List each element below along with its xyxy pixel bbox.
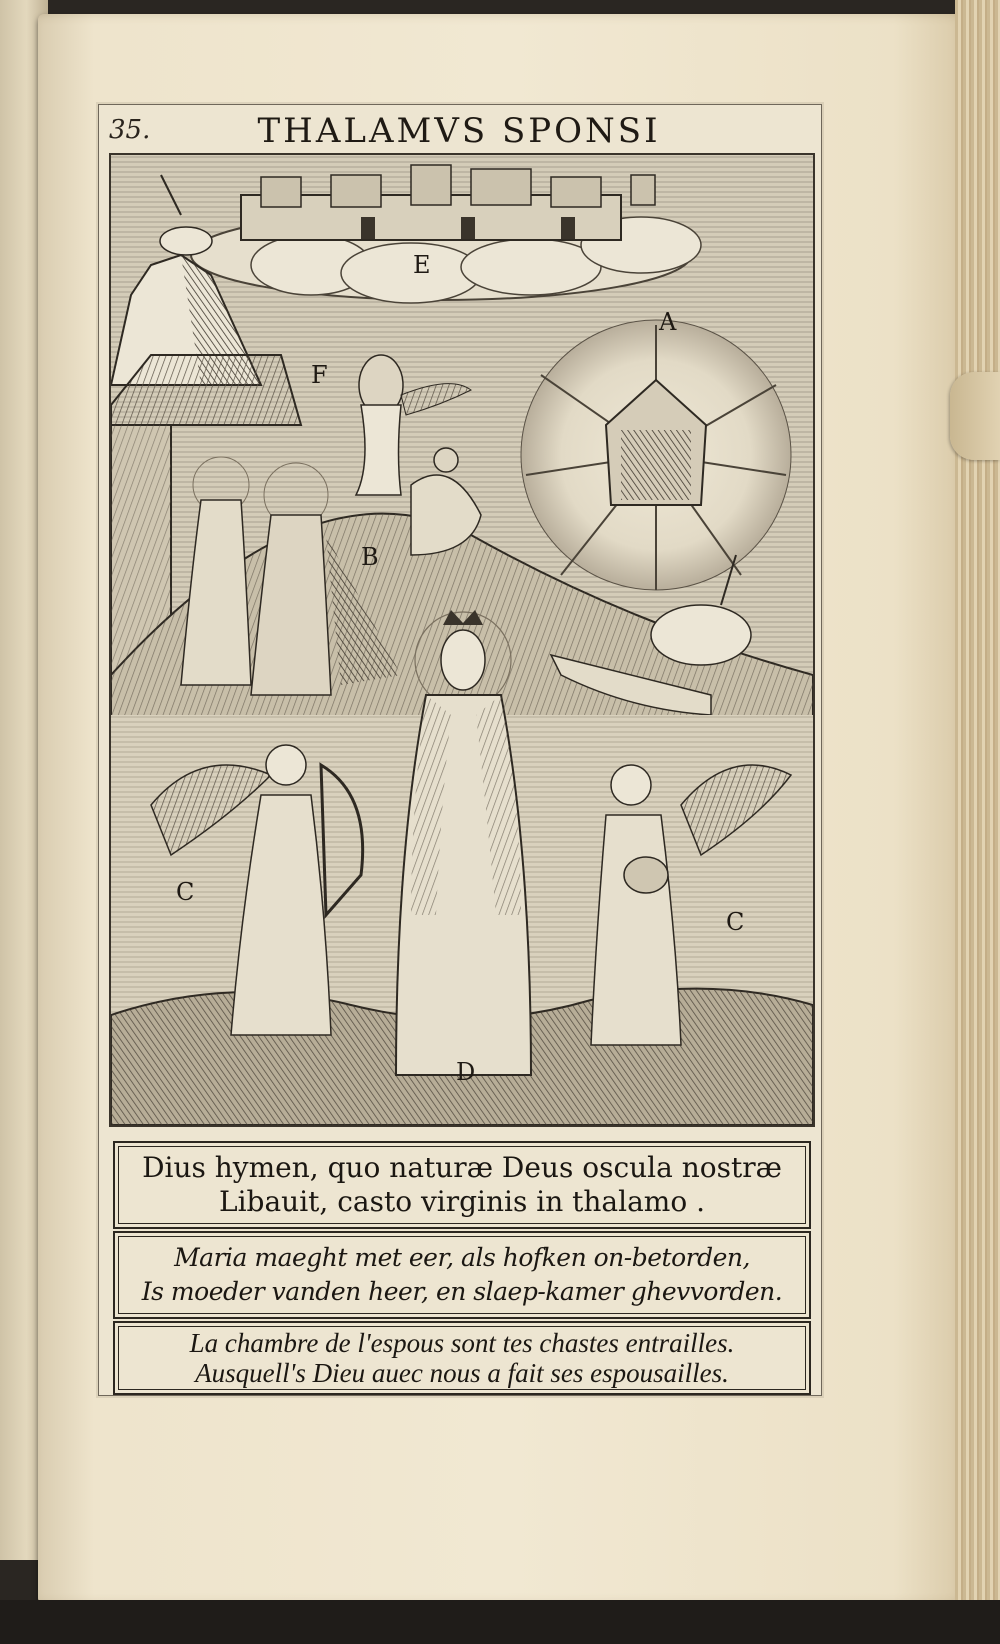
glory-sunburst [521,320,791,590]
key-letter-a: A [659,308,677,336]
page-block-edges [955,0,1000,1600]
engraving-svg [111,155,813,1125]
key-letter-c-right: C [726,908,745,936]
french-line-1: La chambre de l'espous sont tes chastes entrailles. [189,1328,735,1358]
page-tab [950,372,1000,460]
french-caption [113,1321,811,1395]
engraved-plate [98,104,822,1396]
plate-header [99,105,821,153]
key-letter-d: D [456,1058,476,1086]
dutch-line-2: Is moeder vanden heer, en slaep-kamer ghevvorden. [141,1277,783,1306]
latin-caption [113,1141,811,1229]
key-letter-b: B [361,543,379,571]
french-line-2: Ausquell's Dieu auec nous a fait ses espousailles. [195,1358,729,1388]
engraving-illustration [109,153,815,1127]
key-letter-c-left: C [176,878,195,906]
page-number: 35. [109,115,151,145]
key-letter-f: F [311,361,328,389]
dutch-line-1: Maria maeght met eer, als hofken on-betorden, [174,1243,750,1272]
latin-line-1: Dius hymen, quo naturæ Deus oscula nostræ [142,1151,782,1184]
dutch-caption [113,1231,811,1319]
background-surface [0,1600,1000,1644]
plate-title: THALAMVS SPONSI [257,111,661,151]
key-letter-e: E [413,251,431,279]
latin-line-2: Libauit, casto virginis in thalamo . [219,1185,705,1218]
